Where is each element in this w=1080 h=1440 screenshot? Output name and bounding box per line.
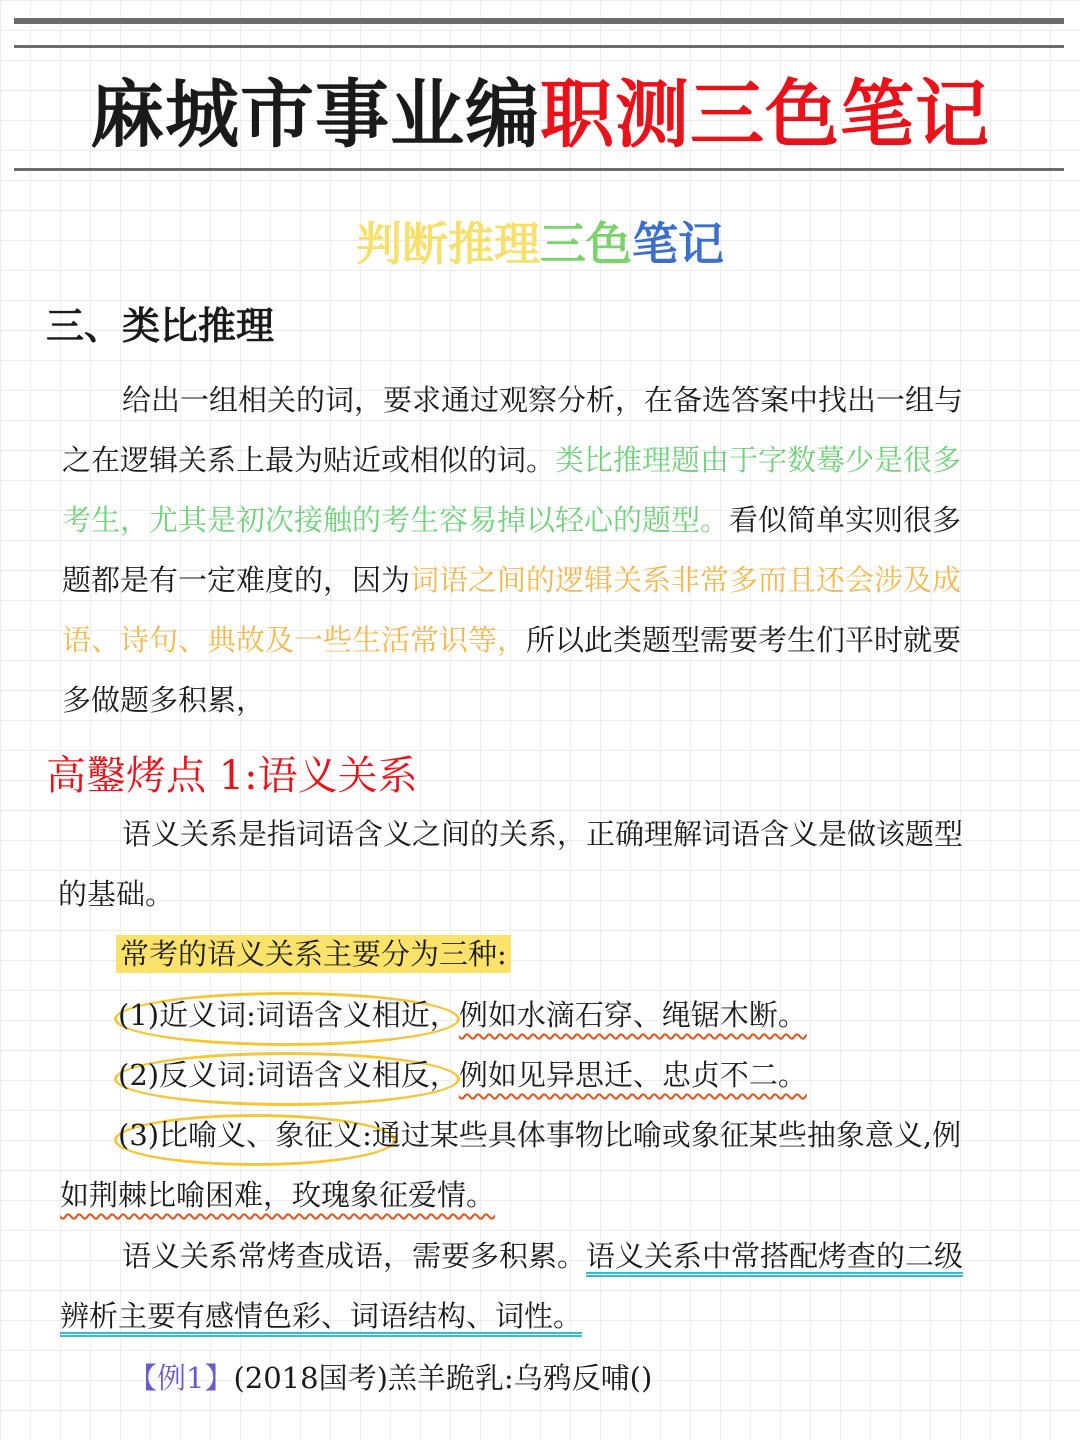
semantic-line-4 [60,1294,582,1338]
intro-text: 看似简单实则很多 [729,503,962,537]
subtitle-part-yellow: 判断推理 [356,217,540,271]
page-title [0,70,1080,160]
highlight-line [116,932,511,976]
subtitle [0,212,1080,276]
top-rule-thin [14,45,1064,48]
highlighted-text: 常考的语义关系主要分为三种: [116,935,511,973]
intro-line-4 [62,558,961,602]
intro-line-6 [62,678,265,722]
wavy-underlined-text: 例如水滴石穿、绳锯木断。 [458,998,807,1032]
item-2 [118,1053,807,1097]
intro-text: 多做题多积累， [62,683,266,717]
item-label: (1)近义词:词语含义相近， [118,998,459,1032]
title-black-part: 麻城市事业编 [90,72,540,158]
semantic-line-3 [122,1234,963,1278]
semantic-line-2 [58,872,174,916]
intro-text: 所以此类题型需要考生们平时就要 [526,623,962,657]
top-rule-thick [14,18,1064,24]
example-tag: 【例1】 [128,1361,234,1395]
intro-line-1 [122,378,963,422]
title-red-part: 职测三色笔记 [540,72,990,158]
double-underlined-text: 辨析主要有感情色彩、词语结构、词性。 [60,1299,583,1333]
intro-orange-text: 词语之间的逻辑关系非常多而且还会涉及成 [410,563,962,597]
intro-text: 之在逻辑关系上最为贴近或相似的词。 [62,443,556,477]
subtitle-part-blue: 笔记 [632,217,724,271]
wavy-underlined-text: 例如见异思迁、忠贞不二。 [458,1058,807,1092]
item-label: (3)比喻义、象征义: [118,1118,372,1152]
intro-green-text: 类比推理题由于字数蓦少是很多 [555,443,962,477]
semantic-text: 的基础。 [58,877,175,911]
intro-green-text: 考生，尤其是初次接触的考生容易掉以轻心的题型。 [62,503,730,537]
intro-line-2 [62,438,961,482]
subtitle-part-green: 三色 [540,217,632,271]
semantic-text: 语义关系是指词语含义之间的关系，正确理解词语含义是做该题型 [122,817,964,851]
wavy-underlined-text: 如荆棘比喻困难，玫瑰象征爱情。 [60,1178,496,1212]
intro-orange-text: 语、诗句、典故及一些生活常识等， [62,623,527,657]
hotspot-heading: 高鑿烤点 1:语义关系 [46,753,418,799]
double-underlined-text: 语义关系中常搭配烤查的二级 [586,1239,964,1273]
intro-text: 给出一组相关的词，要求通过观察分析，在备选答案中找出一组与 [122,383,964,417]
item-label: (2)反义词:词语含义相反， [118,1058,459,1092]
item-3 [118,1113,961,1157]
example-text: (2018国考)羔羊跪乳:乌鸦反哺() [233,1361,653,1395]
intro-text: 题都是有一定难度的，因为 [62,563,411,597]
semantic-text: 语义关系常烤查成语，需要多积累。 [122,1239,587,1273]
item-1 [118,993,807,1037]
intro-line-5 [62,618,961,662]
intro-line-3 [62,498,961,542]
section-heading: 三、类比推理 [46,303,275,348]
item-text: 通过某些具体事物比喻或象征某些抽象意义,例 [371,1118,962,1152]
example-line [128,1356,652,1400]
semantic-line-1 [122,812,963,856]
item-3-continued [60,1173,495,1217]
title-underline-rule [14,168,1064,171]
